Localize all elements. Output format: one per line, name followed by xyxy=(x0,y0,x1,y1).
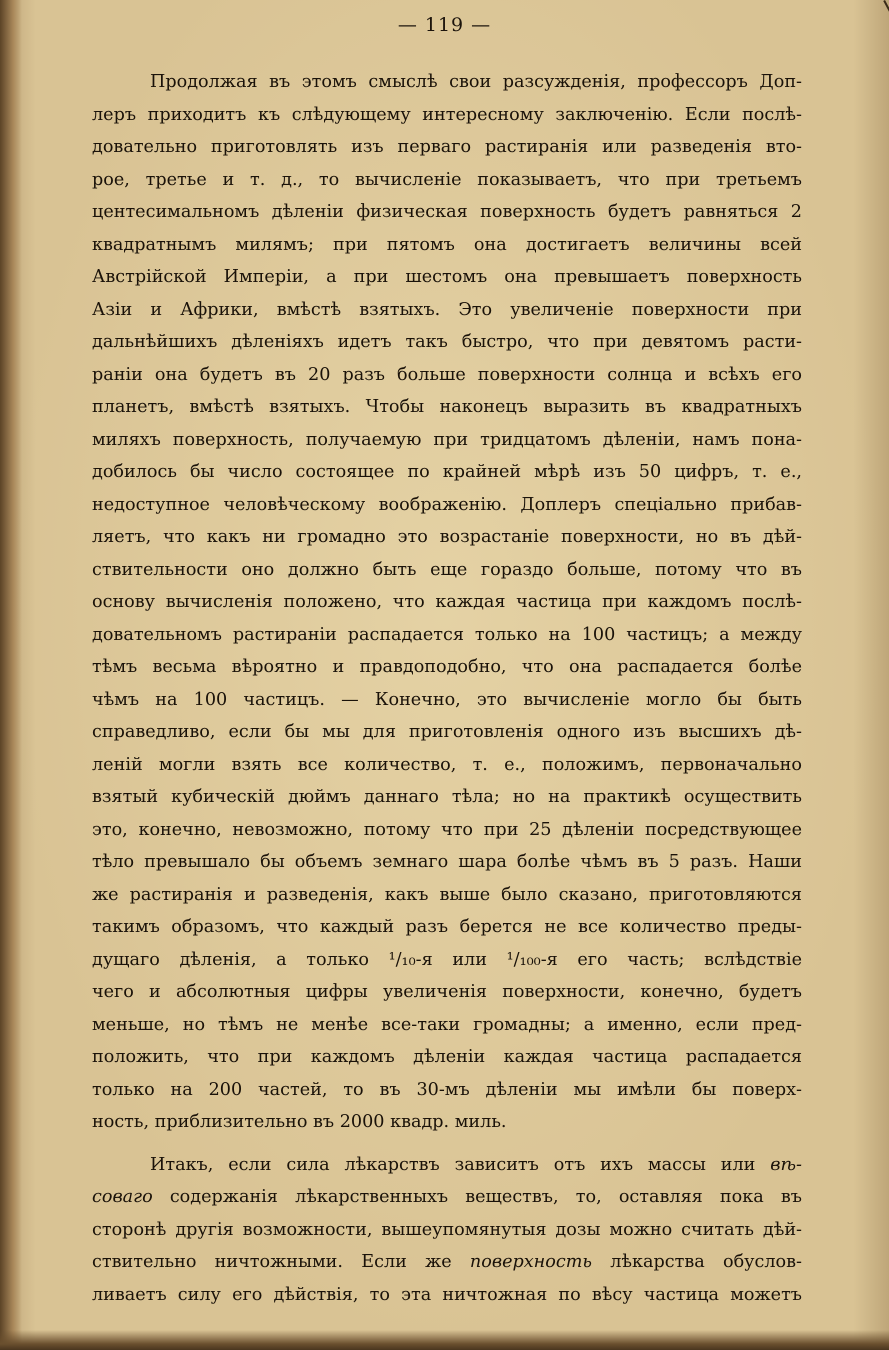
text-line: соваго содержанія лѣкарственныхъ веществъ, то, оставляя пока въ xyxy=(92,1187,802,1207)
text-line: тѣмъ весьма вѣроятно и правдоподобно, что она распадается болѣе xyxy=(92,657,802,677)
text-line: ляетъ, что какъ ни громадно это возрастаніе поверхности, но въ дѣй- xyxy=(92,527,802,547)
text-line: дущаго дѣленія, а только ¹/₁₀-я или ¹/₁₀₀-я его часть; вслѣдствіе xyxy=(92,949,802,970)
text-line: ствительности оно должно быть еще гораздо больше, потому что въ xyxy=(92,559,802,580)
paragraph-2 xyxy=(92,1149,802,1312)
text-line: тѣло превышало бы объемъ земнаго шара болѣе чѣмъ въ 5 разъ. Наши xyxy=(92,852,802,872)
text-line: чего и абсолютныя цифры увеличенія поверхности, конечно, будетъ xyxy=(92,982,802,1002)
text-line: Итакъ, если сила лѣкарствъ зависитъ отъ ихъ массы или вѣ- xyxy=(150,1154,802,1175)
page-binding-edge xyxy=(0,0,22,1350)
text-line: Австрійской Имперіи, а при шестомъ она превышаетъ поверхность xyxy=(92,267,802,287)
page-bottom-edge xyxy=(0,1330,889,1350)
text-line: дальнѣйшихъ дѣленіяхъ идетъ такъ быстро, что при девятомъ расти- xyxy=(92,332,802,352)
paragraph-1 xyxy=(92,66,802,1139)
text-line: сторонѣ другія возможности, вышеупомянутыя дозы можно считать дѣй- xyxy=(92,1219,802,1240)
text-line: довательномъ растираніи распадается только на 100 частицъ; а между xyxy=(92,624,802,645)
text-line: взятый кубическій дюймъ даннаго тѣла; но на практикѣ осуществить xyxy=(92,787,802,807)
text-line: справедливо, если бы мы для приготовленія одного изъ высшихъ дѣ- xyxy=(92,722,802,742)
text-line: довательно приготовлять изъ перваго растиранія или разведенія вто- xyxy=(92,137,802,157)
text-line: недоступное человѣческому воображенію. Доплеръ спеціально прибав- xyxy=(92,494,802,515)
text-line: только на 200 частей, то въ 30-мъ дѣленіи мы имѣли бы поверх- xyxy=(92,1079,802,1100)
text-line: квадратнымъ милямъ; при пятомъ она достигаетъ величины всей xyxy=(92,234,802,255)
page-number: — 119 — xyxy=(397,14,492,36)
text-line: такимъ образомъ, что каждый разъ берется не все количество преды- xyxy=(92,917,802,937)
text-line: ствительно ничтожными. Если же поверхность лѣкарства обуслов- xyxy=(92,1252,802,1272)
text-line: раніи она будетъ въ 20 разъ больше поверхности солнца и всѣхъ его xyxy=(92,364,802,385)
text-line: леръ приходитъ къ слѣдующему интересному заключенію. Если послѣ- xyxy=(92,104,802,125)
text-line: рое, третье и т. д., то вычисленіе показываетъ, что при третьемъ xyxy=(92,169,802,190)
text-line: меньше, но тѣмъ не менѣе все-таки громадны; а именно, если пред- xyxy=(92,1014,802,1035)
text-line: ливаетъ силу его дѣйствія, то эта ничтожная по вѣсу частица можетъ xyxy=(92,1284,802,1305)
text-line: Азіи и Африки, вмѣстѣ взятыхъ. Это увеличеніе поверхности при xyxy=(92,299,802,320)
text-line: добилось бы число состоящее по крайней мѣрѣ изъ 50 цифръ, т. е., xyxy=(92,462,802,482)
text-line: Продолжая въ этомъ смыслѣ свои разсужденія, профессоръ Доп- xyxy=(150,72,802,92)
emphasis-text: поверхность xyxy=(469,1252,592,1272)
text-line: планетъ, вмѣстѣ взятыхъ. Чтобы наконецъ выразить въ квадратныхъ xyxy=(92,397,802,417)
body-text xyxy=(92,66,802,1311)
emphasis-text: вѣ- xyxy=(770,1154,802,1175)
text-line: это, конечно, невозможно, потому что при 25 дѣленіи посредствующее xyxy=(92,819,802,840)
text-line: леній могли взять все количество, т. е., положимъ, первоначально xyxy=(92,754,802,775)
text-line: же растиранія и разведенія, какъ выше было сказано, приготовляются xyxy=(92,884,802,905)
text-line: положить, что при каждомъ дѣленіи каждая частица распадается xyxy=(92,1047,802,1067)
text-line: центесимальномъ дѣленіи физическая поверхность будетъ равняться 2 xyxy=(92,202,802,222)
text-line: чѣмъ на 100 частицъ. — Конечно, это вычисленіе могло бы быть xyxy=(92,689,802,710)
text-line: основу вычисленія положено, что каждая частица при каждомъ послѣ- xyxy=(92,592,802,612)
text-line: миляхъ поверхность, получаемую при тридцатомъ дѣленіи, намъ пона- xyxy=(92,429,802,450)
text-line: ность, приблизительно въ 2000 квадр. миль. xyxy=(92,1112,507,1132)
emphasis-text: соваго xyxy=(92,1187,153,1207)
